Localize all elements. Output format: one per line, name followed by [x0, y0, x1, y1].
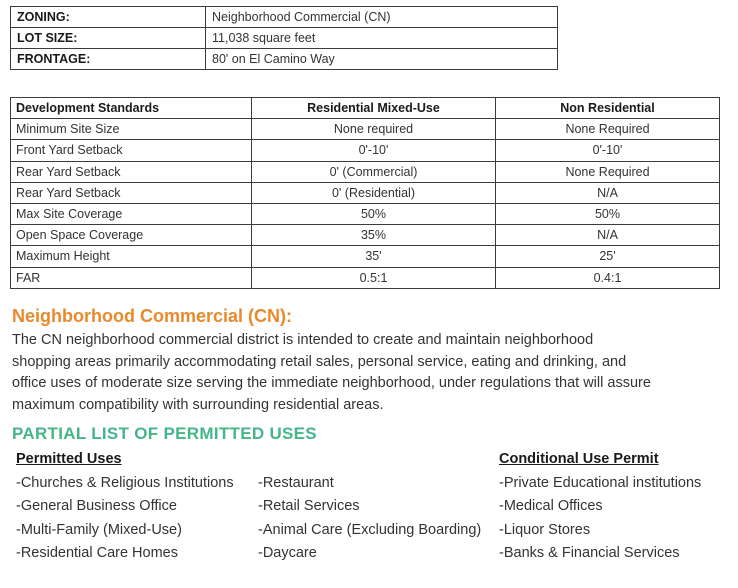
permitted-uses-column-2	[258, 470, 481, 565]
table-cell: None Required	[496, 161, 720, 182]
table-cell: 0'-10'	[252, 140, 496, 161]
conditional-uses-heading: Conditional Use Permit	[499, 451, 659, 467]
list-item: -General Business Office	[16, 498, 177, 515]
table-cell: Rear Yard Setback	[11, 182, 252, 203]
table-row	[11, 267, 720, 288]
table-cell: 0' (Residential)	[252, 182, 496, 203]
list-item: -Retail Services	[258, 498, 360, 515]
table-cell: 25'	[496, 246, 720, 267]
table-cell: Maximum Height	[11, 246, 252, 267]
list-item: -Medical Offices	[499, 498, 603, 515]
list-item: -Multi-Family (Mixed-Use)	[16, 521, 182, 538]
info-label: ZONING:	[11, 7, 206, 28]
list-item: -Liquor Stores	[499, 521, 591, 538]
permitted-uses-list	[16, 472, 234, 565]
info-label: FRONTAGE:	[11, 49, 206, 70]
permitted-uses-title: PARTIAL LIST OF PERMITTED USES	[12, 424, 317, 443]
table-cell: N/A	[496, 182, 720, 203]
permitted-uses-list	[258, 472, 481, 565]
info-row-frontage	[11, 49, 558, 70]
table-row	[11, 225, 720, 246]
table-row	[11, 119, 720, 140]
table-cell: 35%	[252, 225, 496, 246]
list-item: -Restaurant	[258, 475, 334, 491]
table-row	[11, 203, 720, 224]
property-info-table	[10, 6, 558, 70]
standards-header: Residential Mixed-Use	[252, 98, 496, 119]
list-item: -Animal Care (Excluding Boarding)	[258, 521, 482, 538]
list-item: -Churches & Religious Institutions	[16, 475, 234, 491]
standards-header-row	[11, 98, 720, 119]
permitted-uses-heading: Permitted Uses	[16, 451, 122, 467]
list-item: -Banks & Financial Services	[499, 544, 680, 561]
table-cell: Front Yard Setback	[11, 140, 252, 161]
table-cell: 0.5:1	[252, 267, 496, 288]
table-row	[11, 246, 720, 267]
table-cell: 35'	[252, 246, 496, 267]
development-standards-table	[10, 97, 720, 289]
conditional-uses-list	[499, 472, 701, 565]
info-label: LOT SIZE:	[11, 28, 206, 49]
list-item: -Daycare	[258, 544, 317, 561]
table-cell: 50%	[252, 203, 496, 224]
table-cell: None required	[252, 119, 496, 140]
table-row	[11, 140, 720, 161]
table-row	[11, 182, 720, 203]
table-cell: 50%	[496, 203, 720, 224]
list-item: -Residential Care Homes	[16, 544, 178, 561]
standards-header: Development Standards	[11, 98, 252, 119]
conditional-uses-column	[499, 448, 701, 565]
cn-section-title: Neighborhood Commercial (CN):	[12, 306, 293, 326]
table-cell: FAR	[11, 267, 252, 288]
table-cell: Minimum Site Size	[11, 119, 252, 140]
table-cell: None Required	[496, 119, 720, 140]
info-value: 11,038 square feet	[206, 28, 558, 49]
cn-description: The CN neighborhood commercial district is intended to create and maintain neighborhood shopping areas primarily accommodating retail sales, personal service, eating and drinking, and office uses of moderate size serving the immediate neighborhood, under regulations that will assure maximum compatibility with surrounding residential areas.	[12, 332, 651, 413]
table-cell: Rear Yard Setback	[11, 161, 252, 182]
table-cell: 0' (Commercial)	[252, 161, 496, 182]
table-cell: Max Site Coverage	[11, 203, 252, 224]
list-item: -Private Educational institutions	[499, 475, 702, 491]
table-cell: 0.4:1	[496, 267, 720, 288]
info-value: 80' on El Camino Way	[206, 49, 558, 70]
table-cell: Open Space Coverage	[11, 225, 252, 246]
info-row-zoning	[11, 7, 558, 28]
table-cell: 0'-10'	[496, 140, 720, 161]
info-value: Neighborhood Commercial (CN)	[206, 7, 558, 28]
table-row	[11, 161, 720, 182]
permitted-uses-column-1	[16, 448, 234, 565]
table-cell: N/A	[496, 225, 720, 246]
standards-header: Non Residential	[496, 98, 720, 119]
info-row-lot-size	[11, 28, 558, 49]
